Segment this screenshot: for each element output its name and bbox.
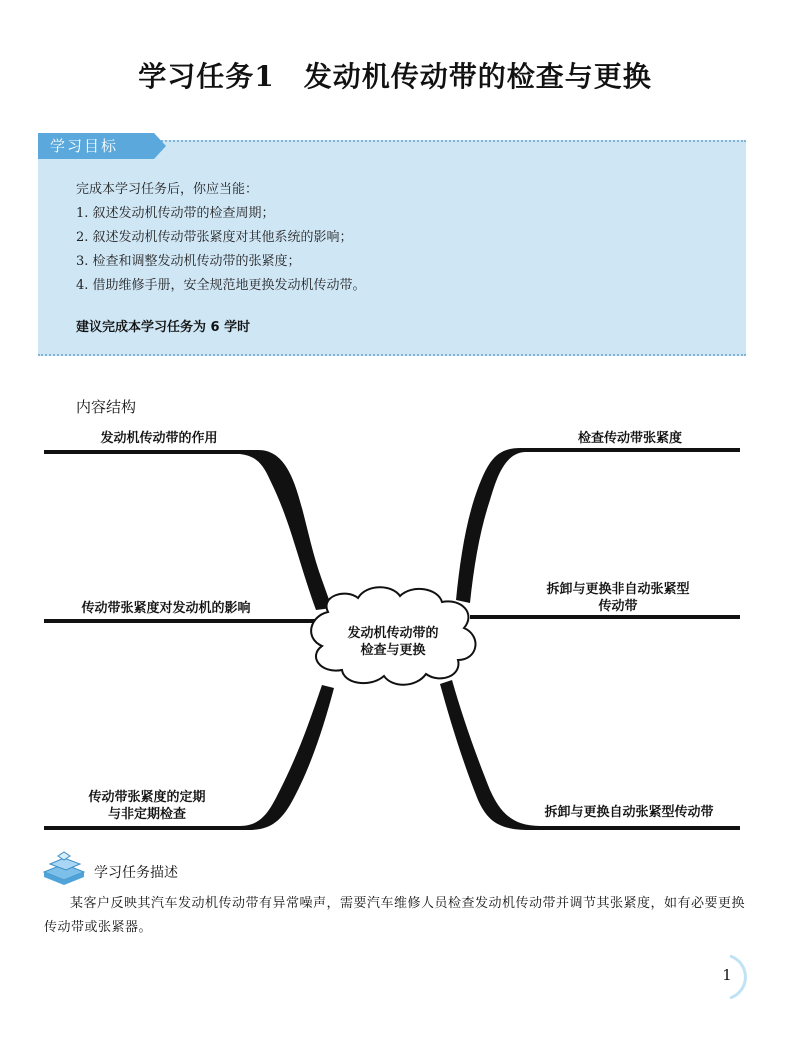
goal-item: 2. 叙述发动机传动带张紧度对其他系统的影响；: [76, 230, 353, 245]
right-node-label: [545, 430, 715, 447]
goal-item: 4. 借助维修手册，安全规范地更换发动机传动带。: [76, 278, 366, 293]
center-line: 发动机传动带的: [347, 626, 439, 641]
branch-left-1: [44, 450, 332, 610]
right-node-label: [514, 804, 744, 821]
task-description-text: 某客户反映其汽车发动机传动带有异常噪声，需要汽车维修人员检查发动机传动带并调节其张紧度，如有必要更换传动带或张紧器。: [44, 896, 746, 935]
left-node-label: [74, 430, 244, 447]
node-line: 传动带: [598, 599, 638, 614]
page-number: 1: [722, 966, 732, 984]
right-node-label: [518, 581, 718, 615]
page-title: 学习任务1 发动机传动带的检查与更换: [138, 60, 652, 93]
branch-right-1: [456, 448, 740, 603]
center-node-label: [318, 625, 468, 659]
goal-item: 1. 叙述发动机传动带的检查周期；: [76, 206, 275, 221]
task-description-heading: 学习任务描述: [94, 865, 178, 881]
node-line: 传动带张紧度的定期: [88, 790, 206, 805]
recommended-hours: 建议完成本学习任务为 6 学时: [76, 320, 251, 335]
branch-right-2: [470, 615, 740, 619]
node-line: 检查传动带张紧度: [577, 431, 682, 446]
branch-left-2: [44, 619, 320, 623]
book-stack-icon: [40, 850, 88, 886]
node-line: 拆卸与更换非自动张紧型: [546, 582, 690, 597]
node-line: 拆卸与更换自动张紧型传动带: [544, 805, 714, 820]
node-line: 发动机传动带的作用: [100, 431, 218, 446]
center-line: 检查与更换: [360, 643, 426, 658]
node-line: 传动带张紧度对发动机的影响: [81, 601, 251, 616]
learning-goals-tab: 学习目标: [38, 133, 154, 159]
node-line: 与非定期检查: [107, 807, 186, 822]
content-structure-label: 内容结构: [76, 398, 137, 416]
goals-intro: 完成本学习任务后，你应当能：: [76, 182, 259, 197]
left-node-label: [62, 789, 232, 823]
goal-item: 3. 检查和调整发动机传动带的张紧度；: [76, 254, 301, 269]
left-node-label: [56, 600, 276, 617]
